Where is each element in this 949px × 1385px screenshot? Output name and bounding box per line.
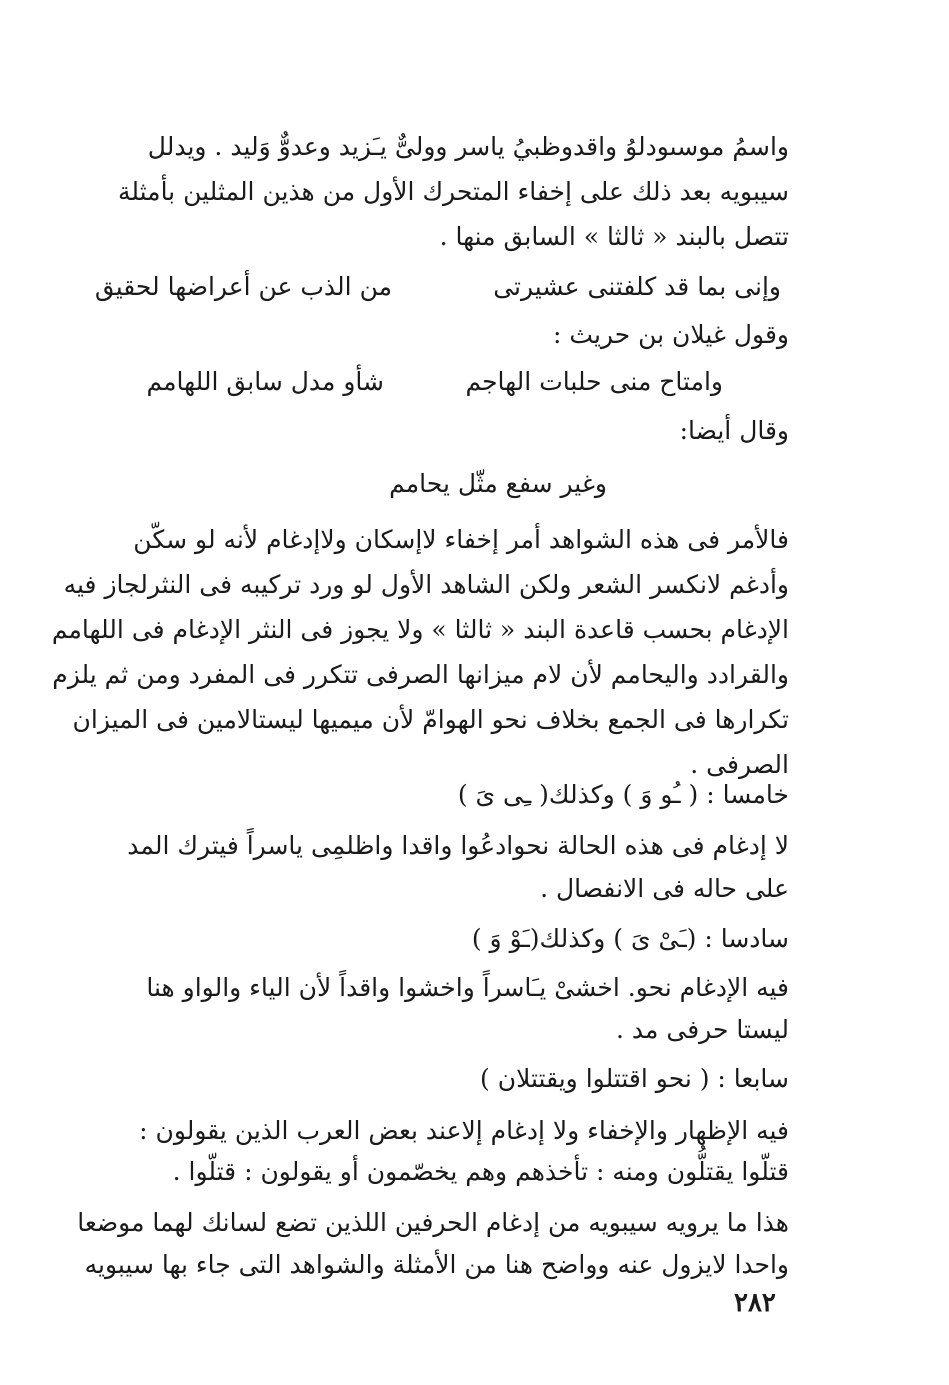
text-line: فالأمر فى هذه الشواهد أمر إخفاء لاإسكان ولاإدغام لأنه لو سكّن bbox=[133, 525, 789, 554]
verse-line: وغير سفع مثّل يحامم bbox=[389, 469, 607, 498]
text-line: تكرارها فى الجمع بخلاف نحو الهوامّ لأن ميميها ليستالامين فى الميزان bbox=[72, 705, 789, 734]
verse-hemistich-right: وإنى بما قد كلفتنى عشيرتى bbox=[493, 272, 781, 301]
text-line: الصرفى . bbox=[690, 750, 789, 779]
section-heading: سابعا : ( نحو اقتتلوا ويقتتلان ) bbox=[480, 1064, 789, 1093]
verse-hemistich-left: شأو مدل سابق اللهامم bbox=[146, 367, 384, 396]
verse-hemistich-right: وامتاح منى حلبات الهاجم bbox=[465, 367, 723, 396]
text-line: وأدغم لانكسر الشعر ولكن الشاهد الأول لو ورد تركيبه فى النثرلجاز فيه bbox=[63, 570, 789, 599]
text-line: هذا ما يرويه سيبويه من إدغام الحرفين اللذين تضع لسانك لهما موضعا bbox=[77, 1208, 789, 1237]
text-line: والقرادد واليحامم لأن لام ميزانها الصرفى تتكرر فى المفرد ومن ثم يلزم bbox=[52, 660, 789, 689]
text-line: فيه الإظهار والإخفاء ولا إدغام إلاعند بعض العرب الذين يقولون : bbox=[139, 1116, 789, 1145]
text-line: الإدغام بحسب قاعدة البند « ثالثا » ولا يجوز فى النثر الإدغام فى اللهامم bbox=[51, 615, 789, 644]
text-line: تتصل بالبند « ثالثا » السابق منها . bbox=[439, 222, 789, 251]
verse-intro: وقال أيضا: bbox=[679, 416, 789, 445]
text-line: ليستا حرفى مد . bbox=[616, 1015, 789, 1044]
text-line: على حاله فى الانفصال . bbox=[540, 874, 789, 903]
page-number: ٢٨٢ bbox=[734, 1288, 776, 1318]
section-heading: خامسا : ( ـُو وَ ) وكذلك( ـِى ىَ ) bbox=[457, 780, 789, 809]
verse-intro: وقول غيلان بن حريث : bbox=[553, 320, 789, 349]
text-line: فيه الإدغام نحو. اخشىْ يـَاسراً واخشوا واقداً لأن الياء والواو هنا bbox=[146, 973, 789, 1002]
text-line: لا إدغام فى هذه الحالة نحوادعُوا واقدا واظلمِى ياسراً فيترك المد bbox=[127, 831, 789, 860]
verse-hemistich-left: من الذب عن أعراضها لحقيق bbox=[94, 272, 392, 301]
section-heading: سادسا : (ـَىْ ىَ ) وكذلك(ـَوْ وَ ) bbox=[471, 924, 789, 953]
text-line: واحدا لايزول عنه وواضح هنا من الأمثلة والشواهد التى جاء بها سيبويه bbox=[84, 1250, 789, 1279]
text-line: قتلّوا يقتلُّون ومنه : تأخذهم وهم يخصّمون أو يقولون : قتلّوا . bbox=[172, 1157, 789, 1186]
text-line: سيبويه بعد ذلك على إخفاء المتحرك الأول من هذين المثلين بأمثلة bbox=[117, 177, 789, 206]
text-line: واسمُ موسىودلوُ واقدوظبيُ ياسر وولىٌّ يـَزيد وعدوٌّ وَليد . ويدلل bbox=[147, 132, 789, 161]
